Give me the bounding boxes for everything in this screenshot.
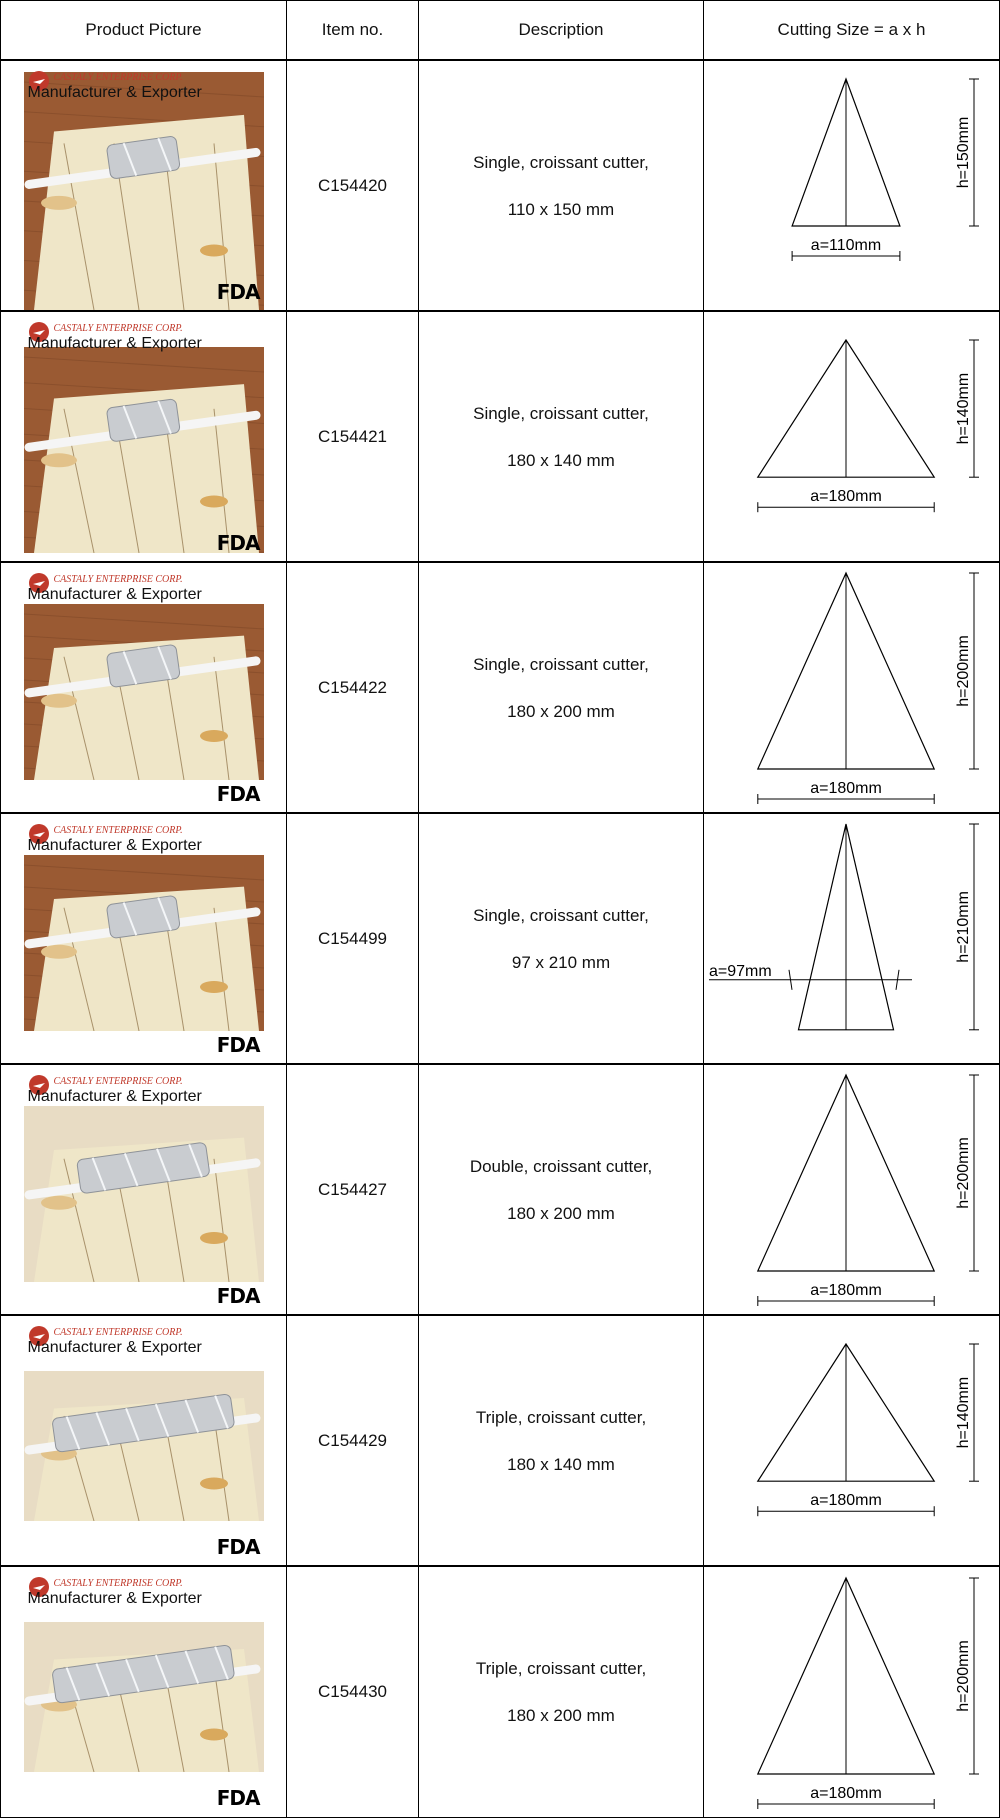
fda-logo: FDA <box>216 279 260 304</box>
fda-logo: FDA <box>216 1786 260 1810</box>
height-label: h=200mm <box>955 1639 972 1712</box>
product-image <box>24 1371 264 1521</box>
cutting-size-cell <box>704 1316 999 1565</box>
base-label: a=180mm <box>810 780 882 797</box>
product-image <box>24 72 264 310</box>
brand-tagline: Manufacturer & Exporter <box>27 1087 202 1105</box>
triangle-diagram <box>704 61 999 310</box>
triangle-diagram <box>704 1316 999 1565</box>
description-size: 97 x 210 mm <box>511 952 611 972</box>
croissant-cutter-illustration <box>24 347 264 553</box>
description-cell <box>419 312 704 561</box>
croissant-cutter-illustration <box>24 855 264 1031</box>
table-row <box>1 312 999 563</box>
description-type: Triple, croissant cutter, <box>475 1407 647 1427</box>
description-type: Double, croissant cutter, <box>469 1156 653 1176</box>
product-photo <box>24 1572 264 1812</box>
base-label: a=180mm <box>810 488 882 506</box>
item-number: C154420 <box>287 61 419 310</box>
croissant-cutter-illustration <box>24 72 264 310</box>
item-number: C154429 <box>287 1316 419 1565</box>
table-row <box>1 814 999 1065</box>
product-image <box>24 855 264 1031</box>
croissant-cutter-illustration <box>24 604 264 780</box>
header-item-no: Item no. <box>287 1 419 59</box>
base-label: a=180mm <box>810 1492 882 1510</box>
product-picture-cell <box>1 1065 287 1314</box>
triangle-diagram <box>704 814 999 1063</box>
description-cell <box>419 563 704 812</box>
product-picture-cell <box>1 312 287 561</box>
cutting-size-cell <box>704 563 999 812</box>
description-size: 180 x 200 mm <box>507 1203 615 1223</box>
brand-name: CASTALY ENTERPRISE CORP. <box>53 824 183 836</box>
description-size: 110 x 150 mm <box>507 199 615 219</box>
description-size: 180 x 140 mm <box>507 1454 615 1474</box>
fda-logo: FDA <box>216 530 260 555</box>
description-cell <box>419 1567 704 1817</box>
brand-tagline: Manufacturer & Exporter <box>27 836 202 854</box>
brand-tagline: Manufacturer & Exporter <box>27 585 202 603</box>
triangle-diagram <box>704 312 999 561</box>
cutting-size-cell <box>704 312 999 561</box>
item-number: C154427 <box>287 1065 419 1314</box>
product-image <box>24 1106 264 1282</box>
fda-logo: FDA <box>216 1283 260 1308</box>
description-type: Single, croissant cutter, <box>473 152 649 172</box>
fda-logo: FDA <box>216 1534 260 1559</box>
description-cell <box>419 1065 704 1314</box>
product-photo <box>24 66 264 306</box>
product-photo <box>24 1070 264 1310</box>
product-picture-cell <box>1 563 287 812</box>
header-description: Description <box>419 1 704 59</box>
description-type: Triple, croissant cutter, <box>475 1659 647 1678</box>
triangle-diagram <box>704 563 999 812</box>
croissant-cutter-illustration <box>24 1371 264 1521</box>
description-type: Single, croissant cutter, <box>473 403 649 423</box>
description-size: 180 x 200 mm <box>507 1706 615 1725</box>
brand-name: CASTALY ENTERPRISE CORP. <box>53 1578 183 1589</box>
fda-logo: FDA <box>216 1032 260 1057</box>
item-number: C154430 <box>287 1567 419 1817</box>
brand-tagline: Manufacturer & Exporter <box>27 83 202 101</box>
height-label: h=150mm <box>955 116 972 189</box>
header-product-picture: Product Picture <box>1 1 287 59</box>
base-label: a=180mm <box>810 1784 882 1802</box>
product-image <box>24 1622 264 1772</box>
description-size: 180 x 200 mm <box>507 701 615 721</box>
product-picture-cell <box>1 1567 287 1817</box>
table-row <box>1 1567 999 1817</box>
product-photo <box>24 1321 264 1561</box>
height-label: h=140mm <box>955 1376 972 1449</box>
description-cell <box>419 61 704 310</box>
table-row <box>1 1065 999 1316</box>
height-label: h=200mm <box>955 635 972 707</box>
height-label: h=210mm <box>955 891 972 963</box>
brand-tagline: Manufacturer & Exporter <box>27 1590 202 1607</box>
product-picture-cell <box>1 1316 287 1565</box>
base-label: a=97mm <box>709 962 772 980</box>
product-photo <box>24 568 264 808</box>
cutting-size-cell <box>704 1567 999 1817</box>
product-picture-cell <box>1 61 287 310</box>
brand-tagline: Manufacturer & Exporter <box>27 1338 202 1356</box>
description-cell <box>419 814 704 1063</box>
croissant-cutter-illustration <box>24 1622 264 1772</box>
description-type: Single, croissant cutter, <box>473 654 649 674</box>
cutting-size-cell <box>704 61 999 310</box>
base-label: a=110mm <box>810 237 882 254</box>
height-label: h=140mm <box>955 372 972 445</box>
brand-name: CASTALY ENTERPRISE CORP. <box>53 71 183 83</box>
brand-name: CASTALY ENTERPRISE CORP. <box>53 1326 183 1338</box>
brand-name: CASTALY ENTERPRISE CORP. <box>53 1075 183 1087</box>
product-picture-cell <box>1 814 287 1063</box>
fda-logo: FDA <box>216 781 260 806</box>
cutting-size-cell <box>704 1065 999 1314</box>
height-label: h=200mm <box>955 1137 972 1209</box>
item-number: C154421 <box>287 312 419 561</box>
product-image <box>24 604 264 780</box>
brand-name: CASTALY ENTERPRISE CORP. <box>53 322 183 334</box>
cutting-size-cell <box>704 814 999 1063</box>
item-number: C154422 <box>287 563 419 812</box>
item-number: C154499 <box>287 814 419 1063</box>
product-photo <box>24 317 264 557</box>
product-image <box>24 347 264 553</box>
triangle-diagram <box>704 1065 999 1314</box>
brand-tagline: Manufacturer & Exporter <box>27 334 202 352</box>
triangle-diagram <box>704 1568 999 1817</box>
description-size: 180 x 140 mm <box>507 450 615 470</box>
description-type: Single, croissant cutter, <box>473 905 649 925</box>
description-cell <box>419 1316 704 1565</box>
table-row <box>1 61 999 312</box>
header-cutting-size: Cutting Size = a x h <box>777 20 926 39</box>
table-row <box>1 563 999 814</box>
brand-name: CASTALY ENTERPRISE CORP. <box>53 573 183 585</box>
table-row <box>1 1316 999 1567</box>
table-header <box>1 1 999 61</box>
product-photo <box>24 819 264 1059</box>
croissant-cutter-illustration <box>24 1106 264 1282</box>
base-label: a=180mm <box>810 1282 882 1299</box>
